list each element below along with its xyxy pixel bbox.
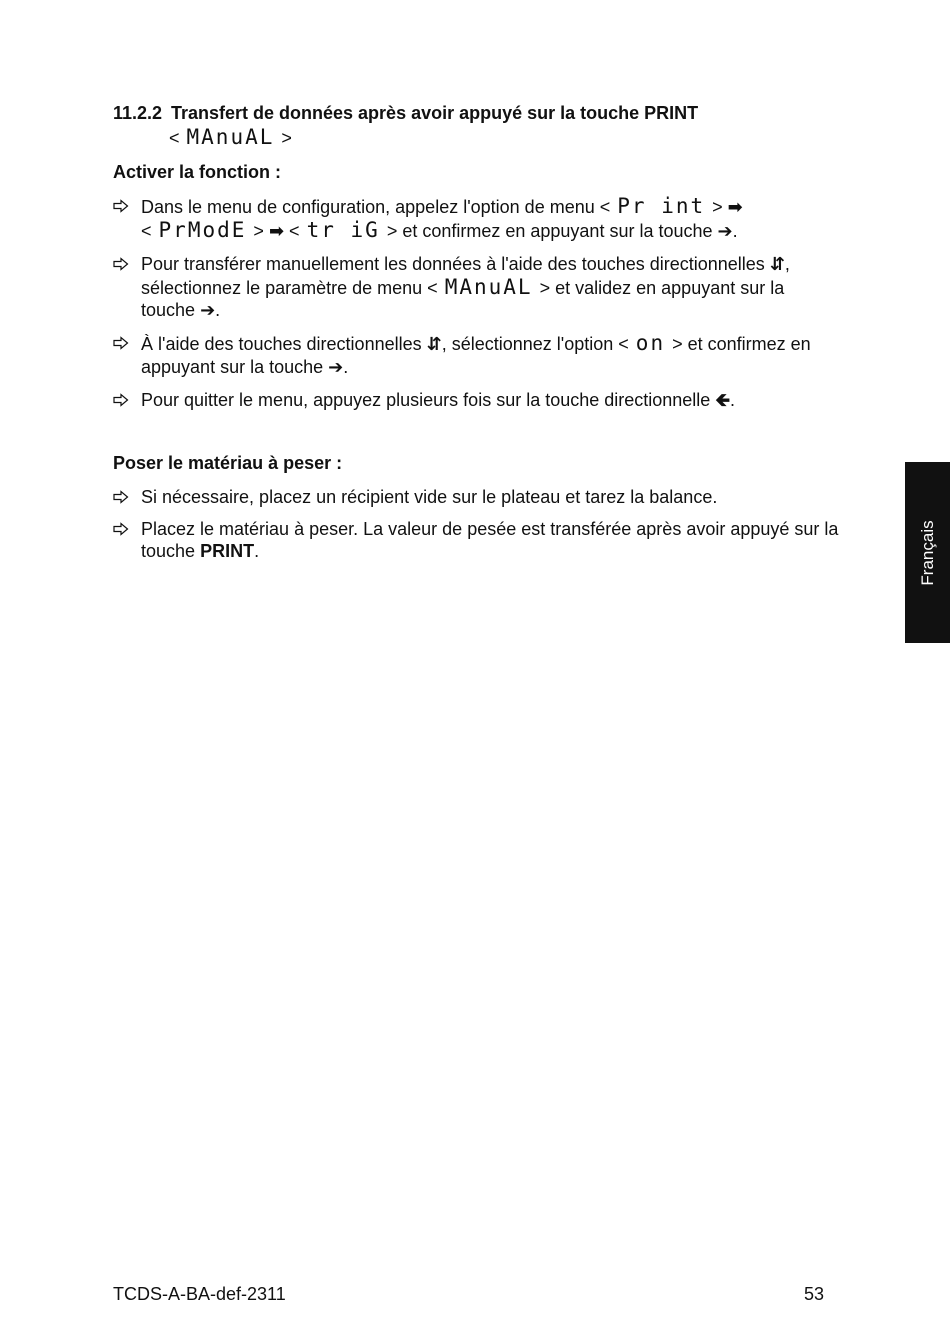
activate-function-title: Activer la fonction : bbox=[113, 162, 282, 182]
display-on: on bbox=[635, 331, 666, 355]
section-number: 11.2.2 bbox=[113, 103, 163, 123]
language-tab bbox=[905, 462, 950, 643]
place-material-title: Poser le matériau à peser : bbox=[113, 453, 343, 473]
activate-steps bbox=[113, 195, 843, 412]
section-title: Transfert de données après avoir appuyé sur la touche PRINT bbox=[171, 103, 699, 123]
list-item: Dans le menu de configuration, appelez l'option de menu < Pr int > ➡ < PrModE > ➡ < tr iG > et confirmez en appuyant sur la touche ➔. bbox=[113, 195, 843, 243]
footer-doc-id: TCDS-A-BA-def-2311 bbox=[113, 1284, 286, 1304]
display-prmode: PrModE bbox=[158, 218, 247, 242]
display-trig: tr iG bbox=[306, 218, 380, 242]
up-down-arrows-icon: ⇵ bbox=[769, 254, 785, 275]
place-material-steps bbox=[113, 486, 843, 562]
hollow-arrow-bullet-icon bbox=[113, 393, 129, 407]
arrow-right-icon: ➡ bbox=[727, 197, 743, 218]
list-item: Placez le matériau à peser. La valeur de pesée est transférée après avoir appuyé sur la touche PRINT. bbox=[113, 518, 843, 562]
section-heading bbox=[113, 102, 843, 149]
list-item: À l'aide des touches directionnelles ⇵, sélectionnez l'option < on > et confirmez en appuyant sur la touche ➔. bbox=[113, 332, 843, 379]
arrow-right-key-icon: ➔ bbox=[717, 221, 733, 242]
display-print: Pr int bbox=[617, 194, 706, 218]
language-tab-label: Français bbox=[917, 519, 937, 586]
footer-page-number: 53 bbox=[804, 1284, 825, 1304]
list-item: Pour quitter le menu, appuyez plusieurs fois sur la touche directionnelle 🡸. bbox=[113, 389, 843, 412]
display-manual: MAnuAL bbox=[444, 275, 533, 299]
hollow-arrow-bullet-icon bbox=[113, 199, 129, 213]
hollow-arrow-bullet-icon bbox=[113, 257, 129, 271]
arrow-right-key-icon: ➔ bbox=[200, 300, 216, 321]
hollow-arrow-bullet-icon bbox=[113, 490, 129, 504]
arrow-right-icon: ➡ bbox=[268, 221, 285, 242]
heading-display-line: < MAnuAL > bbox=[169, 125, 292, 149]
display-manual: MAnuAL bbox=[186, 125, 275, 149]
up-down-arrows-icon: ⇵ bbox=[426, 334, 442, 355]
list-item: Si nécessaire, placez un récipient vide sur le plateau et tarez la balance. bbox=[113, 486, 843, 508]
print-key-label: PRINT bbox=[200, 541, 255, 561]
hollow-arrow-bullet-icon bbox=[113, 336, 129, 350]
hollow-arrow-bullet-icon bbox=[113, 522, 129, 536]
arrow-right-key-icon: ➔ bbox=[328, 357, 344, 378]
arrow-left-key-icon: 🡸 bbox=[715, 390, 730, 411]
list-item: Pour transférer manuellement les données à l'aide des touches directionnelles ⇵, sélectionnez le paramètre de menu < MAnuAL > et validez en appuyant sur la touche ➔. bbox=[113, 253, 843, 322]
page-content bbox=[113, 102, 843, 572]
